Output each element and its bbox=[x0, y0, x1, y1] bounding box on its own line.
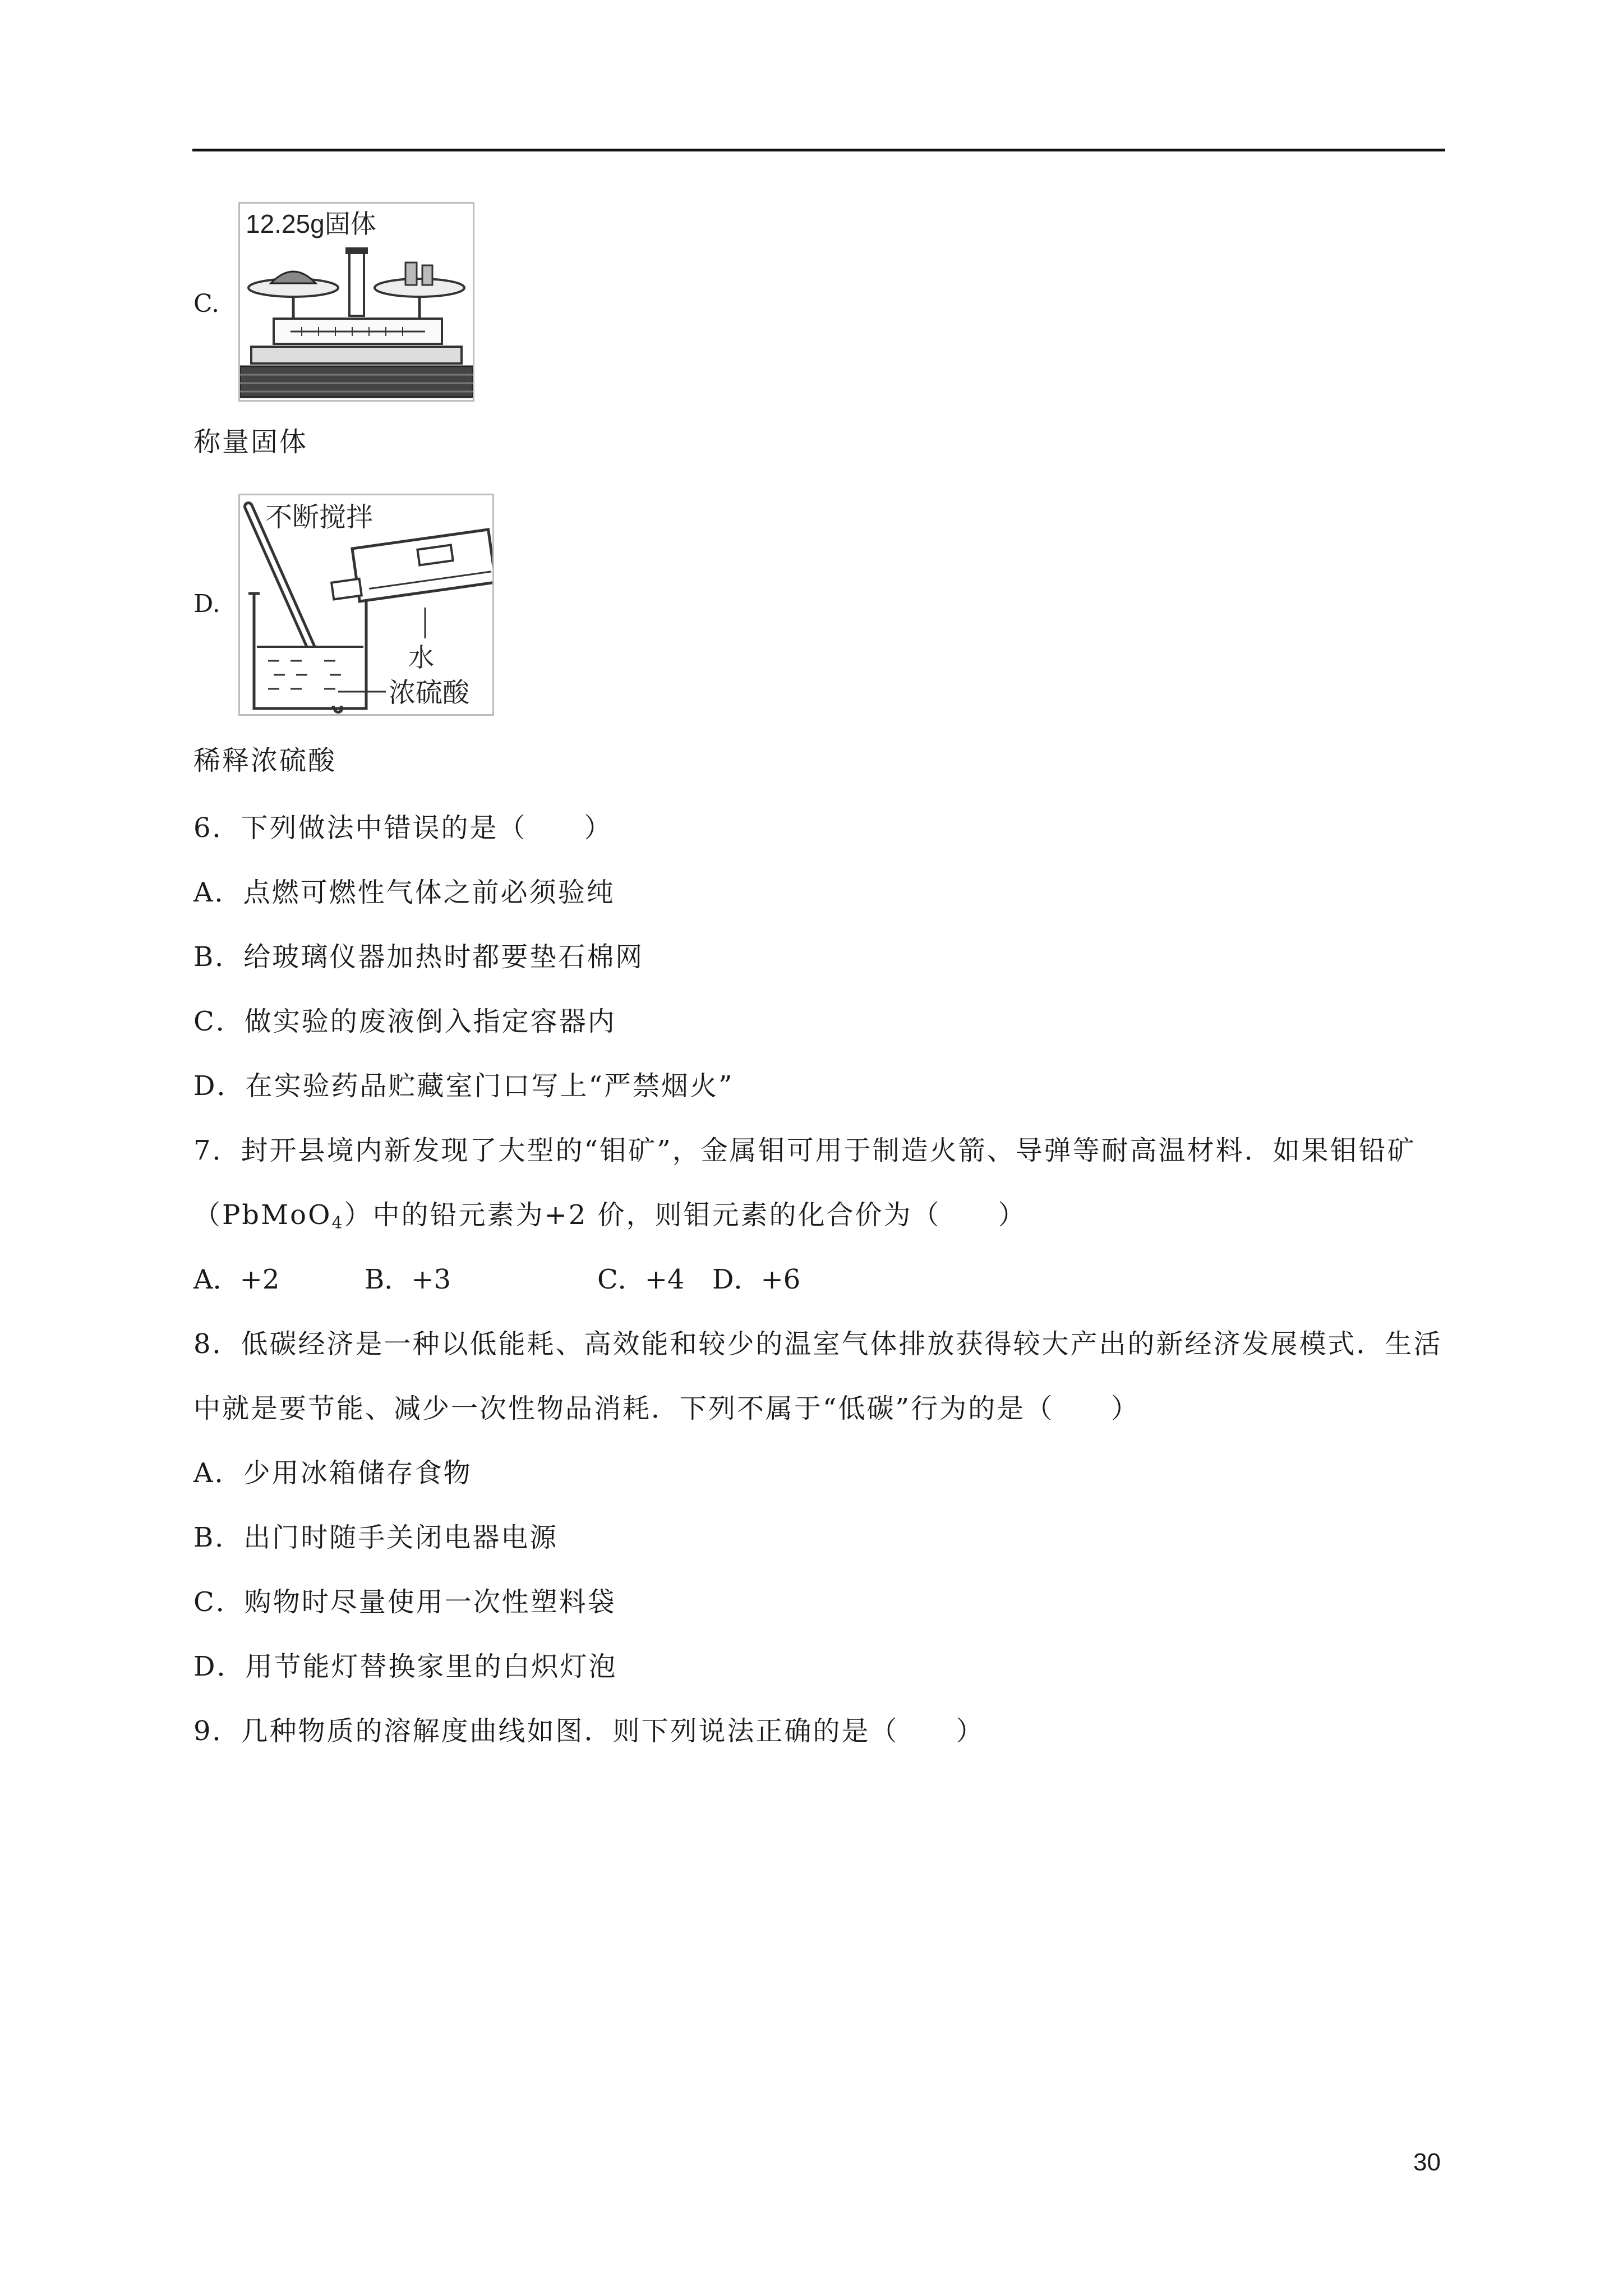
page-number: 30 bbox=[1413, 2148, 1441, 2176]
q7-formula-subscript: 4 bbox=[331, 1213, 344, 1233]
dilution-illustration bbox=[240, 495, 492, 714]
q6-option-b: B．给玻璃仪器加热时都要垫石棉网 bbox=[193, 941, 644, 973]
option-d-label: D. bbox=[193, 590, 220, 618]
q9-stem: 9．几种物质的溶解度曲线如图．则下列说法正确的是（ ） bbox=[193, 1715, 985, 1747]
q8-option-b: B．出门时随手关闭电器电源 bbox=[193, 1522, 559, 1553]
option-d-caption: 稀释浓硫酸 bbox=[193, 745, 337, 776]
header-rule bbox=[192, 149, 1445, 151]
water-label: 水 bbox=[408, 643, 434, 672]
q7-formula: （PbMoO bbox=[193, 1199, 332, 1231]
q7-stem-line1: 7．封开县境内新发现了大型的“钼矿”，金属钼可用于制造火箭、导弹等耐高温材料．如果钼铅矿 bbox=[193, 1135, 1416, 1166]
q6-stem: 6．下列做法中错误的是（ ） bbox=[193, 812, 613, 844]
acid-label: 浓硫酸 bbox=[389, 678, 470, 708]
q7-choice-b: B．+3 bbox=[365, 1264, 451, 1295]
q8-option-a: A．少用冰箱储存食物 bbox=[193, 1457, 472, 1489]
dilution-figure bbox=[238, 494, 494, 716]
stir-label: 不断搅拌 bbox=[265, 503, 374, 532]
q7-stem-line2 bbox=[193, 1198, 1027, 1240]
q8-option-c: C．购物时尽量使用一次性塑料袋 bbox=[193, 1586, 616, 1618]
q7-stem-rest: ）中的铅元素为+2 价，则钼元素的化合价为（ ） bbox=[344, 1199, 1027, 1231]
q8-stem-line1: 8．低碳经济是一种以低能耗、高效能和较少的温室气体排放获得较大产出的新经济发展模式．生活 bbox=[193, 1328, 1442, 1360]
q8-option-d: D．用节能灯替换家里的白炽灯泡 bbox=[193, 1651, 617, 1682]
balance-illustration bbox=[240, 204, 473, 400]
option-c-caption: 称量固体 bbox=[193, 426, 308, 458]
q7-choice-a: A．+2 bbox=[193, 1264, 280, 1295]
q6-option-a: A．点燃可燃性气体之前必须验纯 bbox=[193, 877, 615, 908]
balance-figure bbox=[238, 202, 474, 402]
option-c-label: C. bbox=[193, 289, 220, 318]
q7-choice-c: C．+4 bbox=[597, 1264, 685, 1295]
q6-option-d: D．在实验药品贮藏室门口写上“严禁烟火” bbox=[193, 1070, 734, 1102]
q8-stem-line2: 中就是要节能、减少一次性物品消耗．下列不属于“低碳”行为的是（ ） bbox=[193, 1393, 1140, 1424]
balance-label: 12.25g固体 bbox=[246, 209, 376, 238]
q6-option-c: C．做实验的废液倒入指定容器内 bbox=[193, 1006, 616, 1037]
q7-choice-d: D．+6 bbox=[712, 1264, 801, 1295]
